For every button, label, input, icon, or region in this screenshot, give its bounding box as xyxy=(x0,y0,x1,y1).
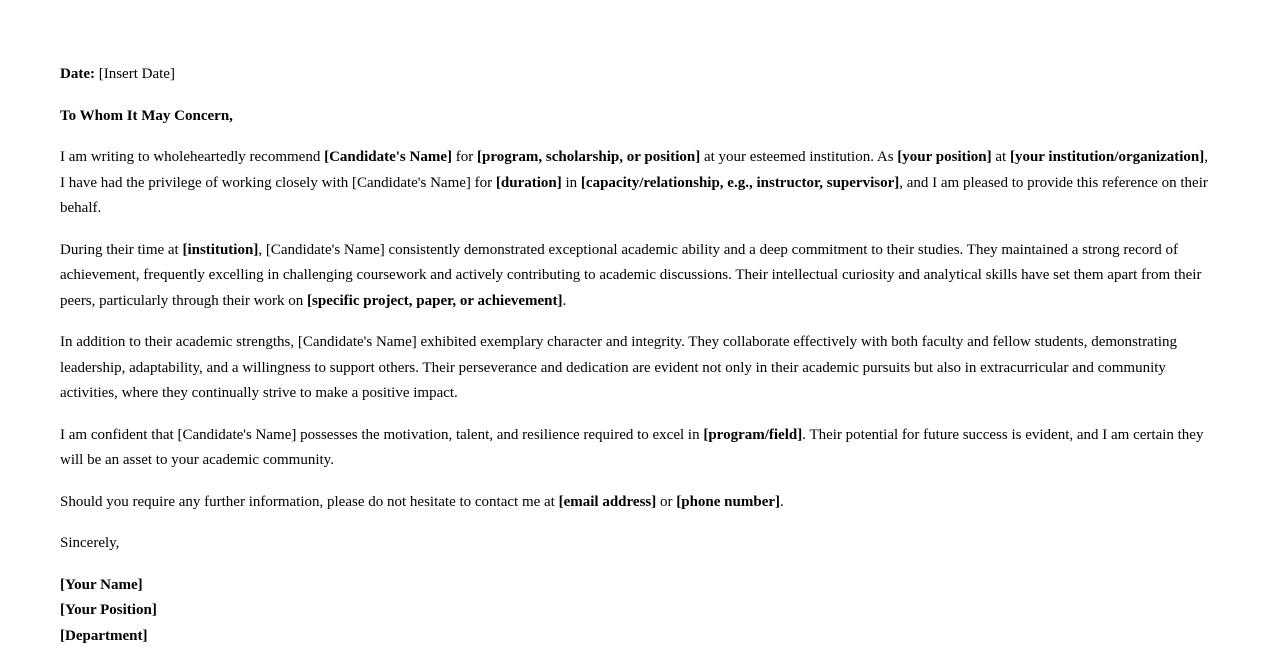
signature-department: [Department] xyxy=(60,627,148,644)
paragraph-text: I am writing to wholeheartedly recommend xyxy=(60,149,325,165)
paragraph-text: for xyxy=(452,149,478,165)
placeholder-field: [capacity/relationship, e.g., instructor, supervisor] xyxy=(580,174,900,191)
placeholder-field: [your position] xyxy=(897,149,992,165)
placeholder-field: [institution] xyxy=(182,241,259,258)
paragraph-text: at xyxy=(991,149,1010,165)
salutation-text: To Whom It May Concern, xyxy=(60,107,233,124)
paragraph-text: In addition to their academic strengths, [Candidate's Name] exhibited exemplary character and integrity. They collaborate effectively with both faculty and fellow students, demonstrating leadership, adaptability, and a willingness to support others. Their perseverance and dedication are evident not only in their academic pursuits but also in extracurricular and community activities, where they continually strive to make a positive impact. xyxy=(60,334,1178,401)
salutation xyxy=(60,104,1210,130)
paragraph-academic xyxy=(60,238,1210,315)
signature-name: [Your Name] xyxy=(60,576,143,593)
signature-position: [Your Position] xyxy=(60,602,157,618)
placeholder-field: [Candidate's Name] xyxy=(324,149,453,165)
placeholder-field: [program/field] xyxy=(703,426,803,443)
paragraph-text: in xyxy=(561,174,581,191)
paragraph-text: . xyxy=(562,292,567,309)
signature-block xyxy=(60,573,1210,650)
placeholder-field: [phone number] xyxy=(676,493,781,510)
closing: Sincerely, xyxy=(60,535,120,551)
placeholder-field: [program, scholarship, or position] xyxy=(477,149,701,165)
letter-body xyxy=(60,62,1210,649)
placeholder-field: [duration] xyxy=(495,174,562,191)
paragraph-text: or xyxy=(656,493,677,510)
paragraph-text: , and I am pleased to provide this reference on their behalf. xyxy=(60,174,1208,216)
paragraph-text: Should you require any further information, please do not hesitate to contact me at xyxy=(60,493,559,510)
date-line xyxy=(60,62,1210,88)
paragraph-text: During their time at xyxy=(60,241,183,258)
placeholder-field: [specific project, paper, or achievement] xyxy=(307,292,563,309)
paragraph-text: , I have had the privilege of working closely with [Candidate's Name] for xyxy=(60,149,1209,191)
placeholder-field: [your institution/organization] xyxy=(1009,149,1205,165)
date-value: [Insert Date] xyxy=(94,66,175,82)
paragraph-contact xyxy=(60,490,1210,516)
paragraph-confidence xyxy=(60,423,1210,474)
paragraph-recommendation xyxy=(60,145,1210,222)
placeholder-field: [email address] xyxy=(558,493,657,510)
paragraph-text: . xyxy=(780,493,784,510)
paragraph-text: , [Candidate's Name] consistently demonstrated exceptional academic ability and a deep commitment to their studies. They maintained a strong record of achievement, frequently excelling in challenging coursework and actively contributing to academic discussions. Their intellectual curiosity and analytical skills have set them apart from their peers, particularly through their work on xyxy=(60,241,1202,309)
paragraph-text: . Their potential for future success is evident, and I am certain they will be an asset to your academic community. xyxy=(60,426,1204,468)
date-label: Date: xyxy=(60,66,95,82)
paragraph-text: at your esteemed institution. As xyxy=(700,149,898,165)
paragraph-character xyxy=(60,330,1210,407)
paragraph-text: I am confident that [Candidate's Name] possesses the motivation, talent, and resilience required to excel in xyxy=(60,426,704,443)
